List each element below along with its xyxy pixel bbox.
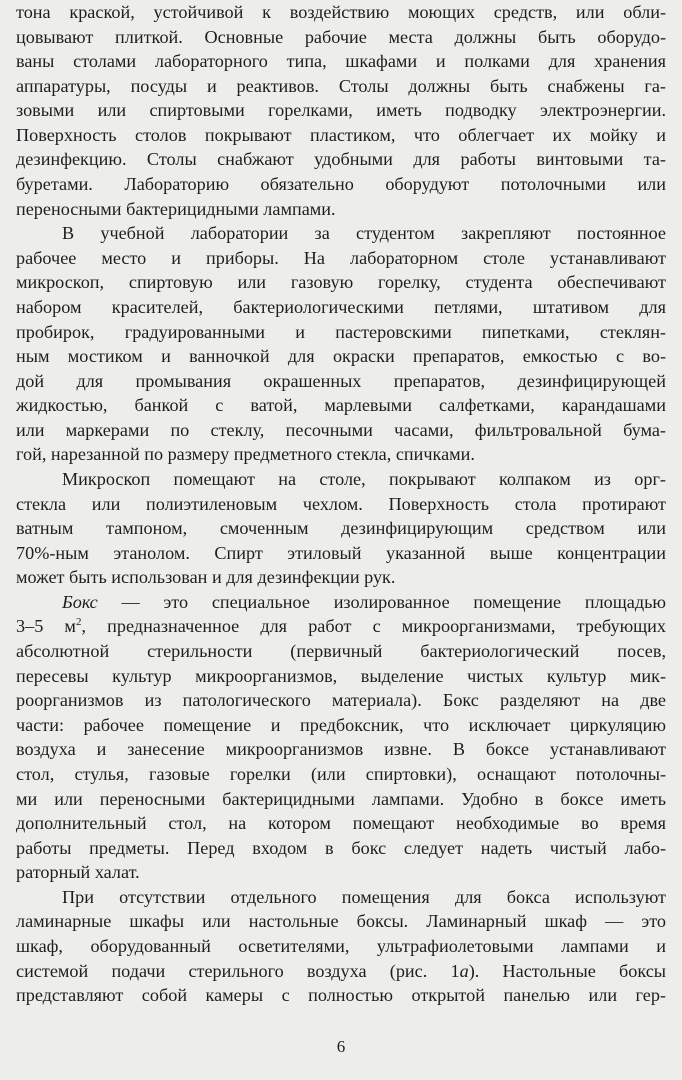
text-line [16, 614, 666, 639]
text-line: переносными бактерицидными лампами. [16, 198, 336, 219]
text-fragment: ). Настольные боксы [468, 960, 666, 981]
page-number: 6 [336, 1037, 346, 1056]
text-line: При отсутствии отдельного помещения для бокса используют [62, 886, 666, 907]
text-line: зовыми или спиртовыми горелками, иметь подводку электроэнергии. [16, 100, 666, 121]
text-line: микроскоп, спиртовую или газовую горелку, студента обеспечивают [16, 272, 666, 293]
text-line: пересевы культур микроорганизмов, выделение чистых культур мик- [16, 665, 666, 686]
text-fragment: , предназначенное для работ с микроорганизмами, требующих [81, 616, 666, 637]
text-line: воздуха и занесение микроорганизмов извне. В боксе устанавливают [16, 739, 666, 760]
term-boks: Бокс [62, 591, 98, 612]
text-line: В учебной лаборатории за студентом закрепляют постоянное [62, 223, 666, 244]
body-text [16, 0, 666, 1008]
text-line: стол, стулья, газовые горелки (или спиртовки), оснащают потолочны- [16, 763, 666, 784]
text-line: шкаф, оборудованный осветителями, ультрафиолетовыми лампами и [16, 935, 666, 956]
text-line: набором красителей, бактериологическими петлями, штативом для [16, 296, 666, 317]
superscript: 2 [75, 616, 82, 629]
text-line [16, 590, 666, 615]
text-line: рабочее место и приборы. На лабораторном столе устанавливают [16, 247, 666, 268]
text-line: буретами. Лабораторию обязательно оборудуют потолочными или [16, 174, 666, 195]
text-line: тона краской, устойчивой к воздействию моющих средств, или обли- [16, 2, 666, 22]
text-line: представляют собой камеры с полностью открытой панелью или гер- [16, 985, 666, 1006]
text-line: пробирок, градуированными и пастеровскими пипетками, стеклян- [16, 321, 666, 342]
text-line: раторный халат. [16, 862, 140, 883]
text-line: ми или переносными бактерицидными лампами. Удобно в боксе иметь [16, 788, 666, 809]
text-line: Микроскоп помещают на столе, покрывают колпаком из орг- [62, 468, 666, 489]
text-line: стекла или полиэтиленовым чехлом. Поверхность стола протирают [16, 493, 666, 514]
text-line: части: рабочее помещение и предбоксник, что исключает циркуляцию [16, 714, 666, 735]
text-line: цовывают плиткой. Основные рабочие места должны быть оборудо- [16, 26, 666, 47]
text-line: аппаратуры, посуды и реактивов. Столы должны быть снабжены га- [16, 75, 666, 96]
text-line [16, 959, 666, 984]
text-line: ным мостиком и ванночкой для окраски препаратов, емкостью с во- [16, 346, 666, 367]
text-fragment: — это специальное изолированное помещение площадью [121, 591, 666, 612]
text-line: дезинфекцию. Столы снабжают удобными для работы винтовыми та- [16, 149, 666, 170]
text-line: роорганизмов из патологического материала). Бокс разделяют на две [16, 690, 666, 711]
text-line: гой, нарезанной по размеру предметного стекла, спичками. [16, 444, 475, 465]
text-line: ваны столами лабораторного типа, шкафами и полками для хранения [16, 51, 666, 72]
text-line: дополнительный стол, на котором помещают необходимые во время [16, 813, 666, 834]
text-line: ватным тампоном, смоченным дезинфицирующим средством или [16, 518, 666, 539]
text-line: абсолютной стерильности (первичный бактериологический посев, [16, 641, 666, 662]
text-line: жидкостью, банкой с ватой, марлевыми салфетками, карандашами [16, 395, 666, 416]
text-line: или маркерами по стеклу, песочными часами, фильтровальной бума- [16, 419, 666, 440]
text-line: работы предметы. Перед входом в бокс следует надеть чистый лабо- [16, 837, 666, 858]
text-line: дой для промывания окрашенных препаратов, дезинфицирующей [16, 370, 666, 391]
figure-letter: а [459, 960, 469, 981]
text-line: Поверхность столов покрывают пластиком, что облегчает их мойку и [16, 124, 666, 145]
text-fragment: системой подачи стерильного воздуха (рис. 1 [16, 960, 460, 981]
text-fragment: 3–5 м [16, 616, 76, 637]
text-line: ламинарные шкафы или настольные боксы. Ламинарный шкаф — это [16, 911, 666, 932]
text-line: 70%-ным этанолом. Спирт этиловый указанной выше концентрации [16, 542, 666, 563]
text-line: может быть использован и для дезинфекции рук. [16, 567, 396, 588]
